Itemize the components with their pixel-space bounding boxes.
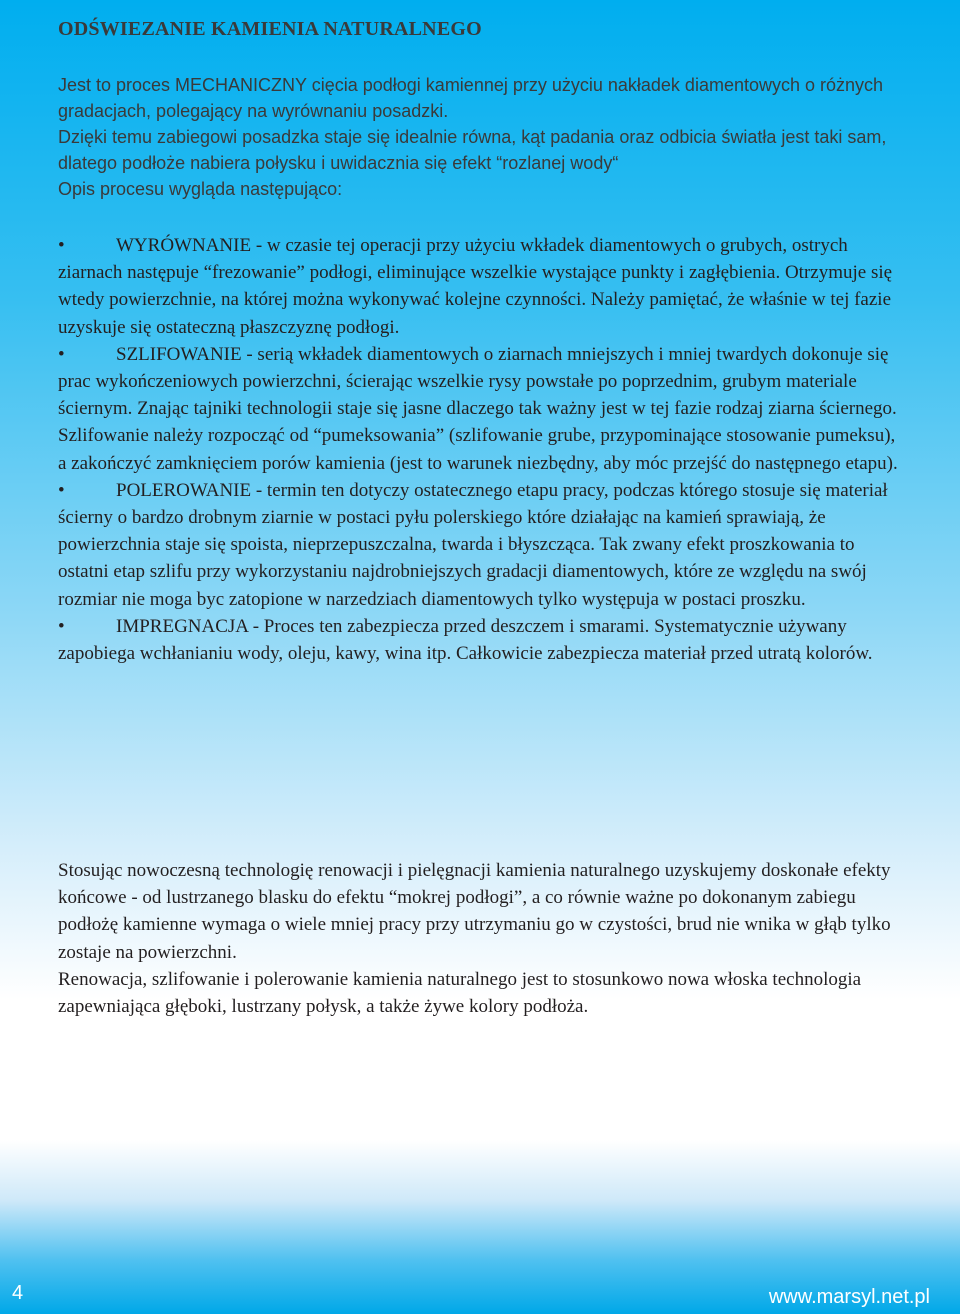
closing-paragraph: Renowacja, szlifowanie i polerowanie kamienia naturalnego jest to stosunkowo nowa włoska technologia zapewniająca głęboki, lustrzany połysk, a także żywe kolory podłoża. <box>58 968 862 1018</box>
bullet-icon: • <box>58 479 65 501</box>
intro-paragraph: Jest to proces MECHANICZNY cięcia podłogi kamiennej przy użyciu nakładek diamentowych o różnych gradacjach, polegający na wyrównaniu posadzki. <box>58 75 884 121</box>
process-steps-list <box>58 232 908 667</box>
step-text: IMPREGNACJA - Proces ten zabezpiecza przed deszczem i smarami. Systematycznie używany zapobiega wchłanianiu wody, oleju, kawy, wina itp. Całkowicie zabezpiecza materiał przed utratą kolorów. <box>58 615 873 665</box>
closing-paragraph: Stosując nowoczesną technologię renowacji i pielęgnacji kamienia naturalnego uzyskujemy doskonałe efekty końcowe - od lustrzanego blasku do efektu “mokrej podłogi”, a co równie ważne po dokonanym zabiegu podłożę kamienne wymaga o wiele mniej pracy przy utrzymaniu go w czystości, brud nie wnika w głąb tylko zostaje na powierzchni. <box>58 860 891 963</box>
list-item <box>58 232 908 341</box>
page-number: 4 <box>12 1282 24 1304</box>
closing-section <box>58 857 908 1020</box>
website-link[interactable]: www.marsyl.net.pl <box>768 1286 930 1308</box>
list-item <box>58 341 908 477</box>
step-text: SZLIFOWANIE - serią wkładek diamentowych o ziarnach mniejszych i mniej twardych dokonuje się prac wykończeniowych powierzchni, ścierając wszelkie rysy powstałe po poprzednim, grubym materiale ściernym. Znając tajniki technologii staje się jasne dlaczego tak ważny jest w tej fazie rodzaj ziarna ściernego. Szlifowanie należy rozpocząć od “pumeksowania” (szlifowanie grube, przypominające stosowanie pumeksu), a zakończyć zamknięciem porów kamienia (jest to warunek niezbędny, aby móc przejść do następnego etapu). <box>58 343 898 474</box>
bullet-icon: • <box>58 235 65 256</box>
list-item <box>58 477 908 613</box>
intro-section <box>58 72 908 202</box>
list-item <box>58 613 908 667</box>
bullet-icon: • <box>58 343 65 365</box>
page-title: ODŚWIEZANIE KAMIENIA NATURALNEGO <box>58 18 482 40</box>
bullet-icon: • <box>58 615 65 637</box>
intro-paragraph: Dzięki temu zabiegowi posadzka staje się idealnie równa, kąt padania oraz odbicia światła jest taki sam, dlatego podłoże nabiera połysku i uwidacznia się efekt “rozlanej wody“ <box>58 127 887 173</box>
step-text: WYRÓWNANIE - w czasie tej operacji przy użyciu wkładek diamentowych o grubych, ostrych ziarnach następuje “frezowanie” podłogi, eliminujące wszelkie wystające punkty i zagłębienia. Otrzymuje się wtedy powierzchnie, na której można wykonywać kolejne czynności. Należy pamiętać, że właśnie w tej fazie uzyskuje się ostateczną płaszczyznę podłogi. <box>58 235 893 338</box>
intro-paragraph: Opis procesu wygląda następująco: <box>58 179 343 199</box>
step-text: POLEROWANIE - termin ten dotyczy ostatecznego etapu pracy, podczas którego stosuje się materiał ścierny o bardzo drobnym ziarnie w postaci pyłu polerskiego które działając na kamień sprawiają, że powierzchnia staje się spoista, nieprzepuszczalna, twarda i błyszcząca. Tak zwany efekt proszkowania to ostatni etap szlifu przy wykorzystaniu najdrobniejszych gradacji diamentowych, które ze względu na swój rozmiar nie moga byc zatopione w narzedziach diamentowych tylko występuja w postaci proszku. <box>58 479 888 610</box>
page-content <box>58 16 908 667</box>
